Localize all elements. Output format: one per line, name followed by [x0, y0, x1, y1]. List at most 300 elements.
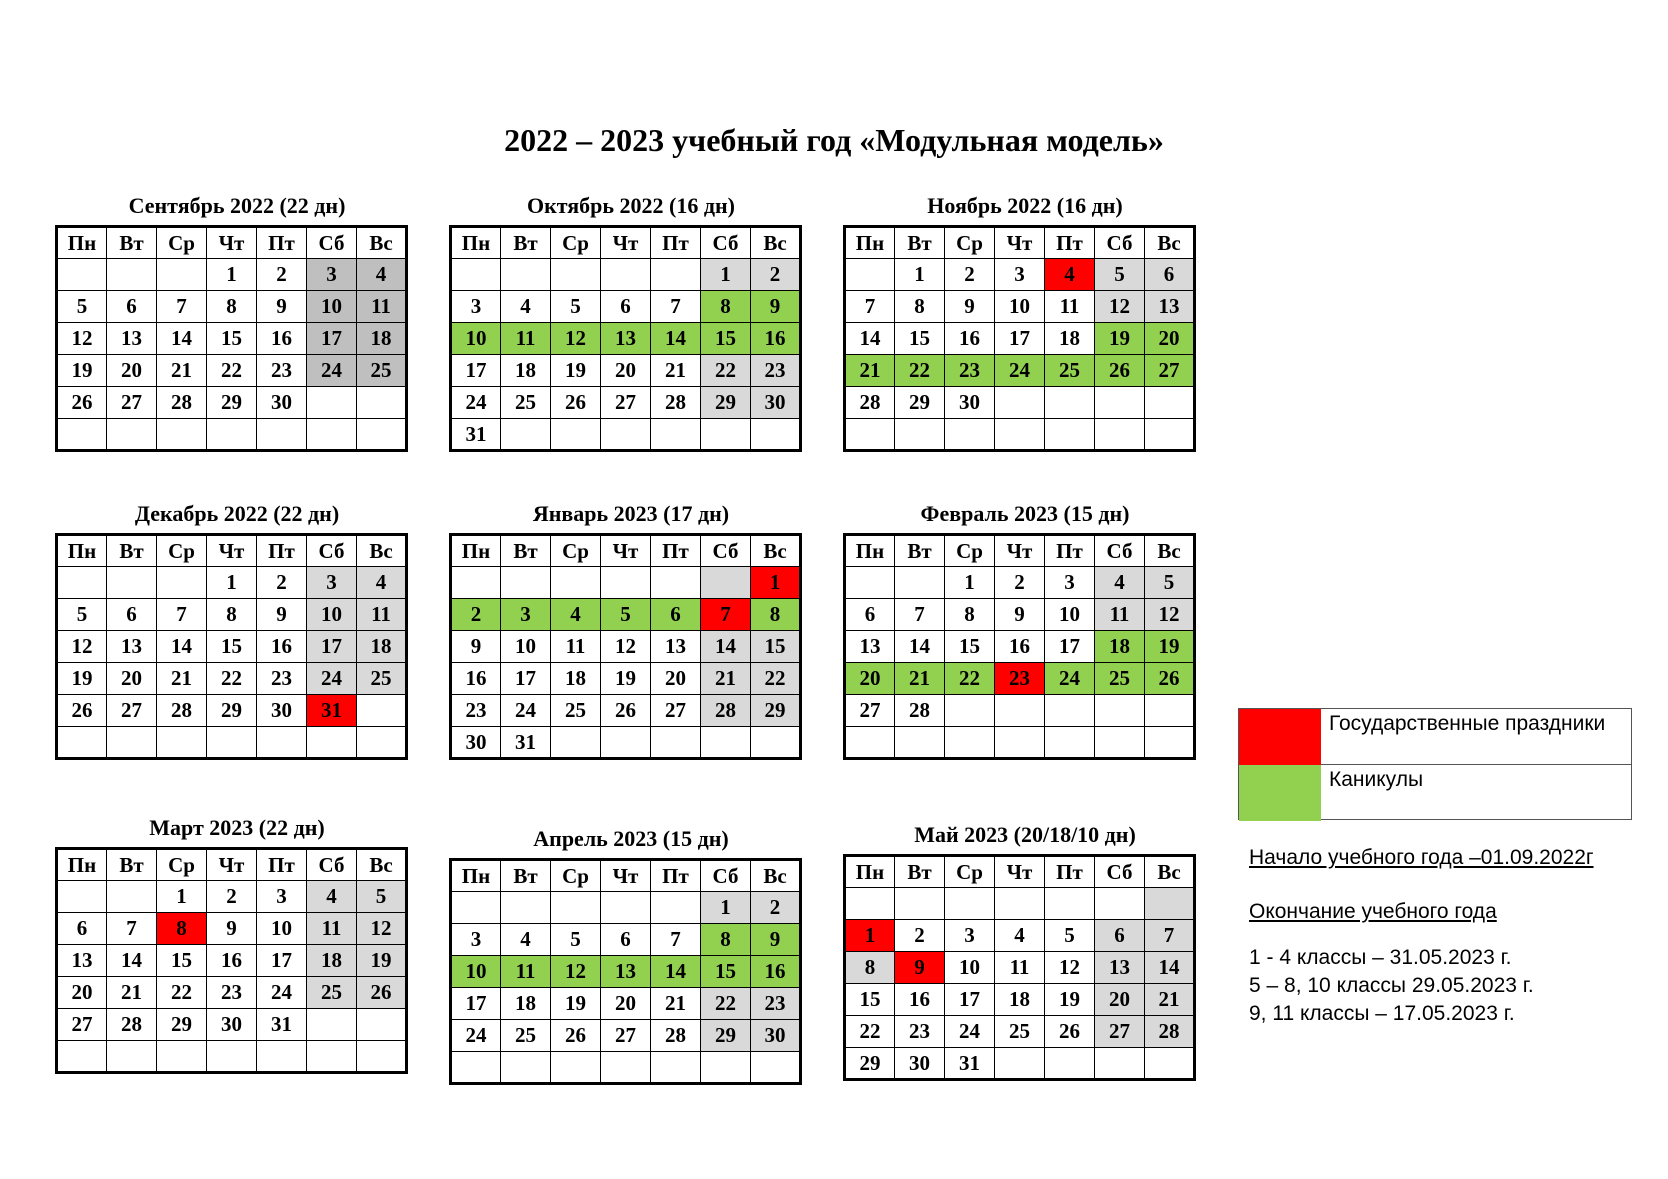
- day-cell: 16: [895, 984, 945, 1016]
- week-row: [451, 695, 801, 727]
- day-cell: [57, 881, 107, 913]
- weekday-header: Пн: [845, 856, 895, 888]
- weekday-header-row: [57, 849, 407, 881]
- day-cell: 10: [451, 956, 501, 988]
- day-cell: [1045, 387, 1095, 419]
- day-cell: [601, 567, 651, 599]
- day-cell: [845, 419, 895, 451]
- day-cell: [995, 727, 1045, 759]
- weekday-header: Вс: [357, 849, 407, 881]
- day-cell: 31: [945, 1048, 995, 1080]
- day-cell: 10: [501, 631, 551, 663]
- day-cell: 29: [701, 1020, 751, 1052]
- weekday-header-row: [845, 535, 1195, 567]
- day-cell: [1045, 888, 1095, 920]
- day-cell: 7: [845, 291, 895, 323]
- weekday-header: Вс: [751, 535, 801, 567]
- weekday-header: Вт: [107, 227, 157, 259]
- day-cell: 3: [945, 920, 995, 952]
- day-cell: 17: [451, 988, 501, 1020]
- week-row: [57, 631, 407, 663]
- weekday-header: Вс: [1145, 535, 1195, 567]
- day-cell: 14: [701, 631, 751, 663]
- day-cell: 9: [895, 952, 945, 984]
- weekday-header: Вт: [501, 860, 551, 892]
- day-cell: [1145, 888, 1195, 920]
- day-cell: [357, 387, 407, 419]
- day-cell: [207, 727, 257, 759]
- day-cell: 4: [1095, 567, 1145, 599]
- weekday-header: Сб: [307, 849, 357, 881]
- day-cell: 10: [945, 952, 995, 984]
- day-cell: [1095, 695, 1145, 727]
- day-cell: [501, 419, 551, 451]
- day-cell: 17: [1045, 631, 1095, 663]
- day-cell: 24: [995, 355, 1045, 387]
- day-cell: 20: [107, 355, 157, 387]
- day-cell: 19: [1145, 631, 1195, 663]
- weekday-header: Пт: [651, 227, 701, 259]
- day-cell: 1: [751, 567, 801, 599]
- day-cell: 31: [451, 419, 501, 451]
- month-table: [843, 854, 1196, 1081]
- day-cell: 22: [945, 663, 995, 695]
- day-cell: 6: [57, 913, 107, 945]
- day-cell: 17: [995, 323, 1045, 355]
- weekday-header: Ср: [157, 227, 207, 259]
- day-cell: 21: [157, 355, 207, 387]
- day-cell: 24: [451, 387, 501, 419]
- month-table: [55, 847, 408, 1074]
- day-cell: 19: [1045, 984, 1095, 1016]
- day-cell: 8: [845, 952, 895, 984]
- weekday-header: Пн: [57, 227, 107, 259]
- weekday-header: Пн: [451, 860, 501, 892]
- class-end-date: 1 - 4 классы – 31.05.2023 г.: [1249, 946, 1512, 969]
- day-cell: [357, 419, 407, 451]
- day-cell: 22: [701, 988, 751, 1020]
- weekday-header: Сб: [1095, 227, 1145, 259]
- day-cell: 19: [357, 945, 407, 977]
- day-cell: 22: [751, 663, 801, 695]
- week-row: [845, 663, 1195, 695]
- day-cell: 29: [157, 1009, 207, 1041]
- day-cell: [107, 1041, 157, 1073]
- day-cell: [107, 567, 157, 599]
- day-cell: 10: [451, 323, 501, 355]
- day-cell: 18: [995, 984, 1045, 1016]
- weekday-header: Пн: [845, 535, 895, 567]
- day-cell: [601, 259, 651, 291]
- week-row: [451, 323, 801, 355]
- day-cell: 18: [1095, 631, 1145, 663]
- legend-swatch-vacation: [1239, 765, 1321, 821]
- day-cell: [845, 888, 895, 920]
- week-row: [845, 291, 1195, 323]
- day-cell: 2: [451, 599, 501, 631]
- day-cell: 9: [207, 913, 257, 945]
- weekday-header-row: [57, 227, 407, 259]
- weekday-header: Ср: [945, 856, 995, 888]
- week-row: [845, 920, 1195, 952]
- day-cell: [1095, 419, 1145, 451]
- weekday-header: Пт: [1045, 856, 1095, 888]
- day-cell: [257, 1041, 307, 1073]
- day-cell: 20: [1095, 984, 1145, 1016]
- month-table: [843, 225, 1196, 452]
- day-cell: 13: [1095, 952, 1145, 984]
- day-cell: [1095, 387, 1145, 419]
- month-title: Сентябрь 2022 (22 дн): [128, 193, 346, 218]
- day-cell: 16: [995, 631, 1045, 663]
- weekday-header: Вт: [895, 227, 945, 259]
- day-cell: [895, 419, 945, 451]
- week-row: [451, 892, 801, 924]
- day-cell: 7: [651, 924, 701, 956]
- day-cell: 8: [701, 924, 751, 956]
- week-row: [57, 695, 407, 727]
- day-cell: 12: [57, 323, 107, 355]
- day-cell: 28: [845, 387, 895, 419]
- day-cell: 22: [895, 355, 945, 387]
- month-table: [55, 533, 408, 760]
- weekday-header: Вт: [501, 227, 551, 259]
- day-cell: [157, 1041, 207, 1073]
- day-cell: 20: [1145, 323, 1195, 355]
- day-cell: 11: [357, 291, 407, 323]
- weekday-header: Чт: [995, 227, 1045, 259]
- day-cell: 8: [207, 291, 257, 323]
- week-row: [451, 387, 801, 419]
- day-cell: 14: [1145, 952, 1195, 984]
- weekday-header: Пт: [1045, 227, 1095, 259]
- weekday-header: Чт: [995, 535, 1045, 567]
- day-cell: 29: [701, 387, 751, 419]
- day-cell: 23: [207, 977, 257, 1009]
- day-cell: [501, 567, 551, 599]
- day-cell: 2: [751, 259, 801, 291]
- week-row: [845, 355, 1195, 387]
- day-cell: 9: [257, 599, 307, 631]
- weekday-header: Ср: [551, 227, 601, 259]
- day-cell: 19: [57, 355, 107, 387]
- day-cell: 19: [551, 355, 601, 387]
- day-cell: 25: [357, 355, 407, 387]
- day-cell: [1045, 727, 1095, 759]
- day-cell: [1145, 387, 1195, 419]
- day-cell: [307, 419, 357, 451]
- day-cell: [357, 695, 407, 727]
- day-cell: 16: [751, 956, 801, 988]
- day-cell: 3: [257, 881, 307, 913]
- day-cell: [1045, 419, 1095, 451]
- day-cell: 19: [57, 663, 107, 695]
- week-row: [451, 924, 801, 956]
- weekday-header: Пн: [57, 849, 107, 881]
- week-row: [57, 387, 407, 419]
- day-cell: [845, 567, 895, 599]
- day-cell: 12: [1045, 952, 1095, 984]
- day-cell: 6: [601, 291, 651, 323]
- day-cell: 11: [357, 599, 407, 631]
- day-cell: [57, 727, 107, 759]
- day-cell: 22: [845, 1016, 895, 1048]
- month-table: [449, 225, 802, 452]
- day-cell: 14: [651, 956, 701, 988]
- weekday-header: Вт: [501, 535, 551, 567]
- week-row: [845, 984, 1195, 1016]
- week-row: [57, 291, 407, 323]
- day-cell: 16: [257, 631, 307, 663]
- day-cell: 30: [207, 1009, 257, 1041]
- day-cell: 24: [1045, 663, 1095, 695]
- day-cell: 11: [1045, 291, 1095, 323]
- day-cell: 21: [845, 355, 895, 387]
- day-cell: 9: [751, 924, 801, 956]
- day-cell: 18: [501, 355, 551, 387]
- day-cell: [501, 259, 551, 291]
- day-cell: 10: [257, 913, 307, 945]
- day-cell: 23: [995, 663, 1045, 695]
- day-cell: 2: [751, 892, 801, 924]
- weekday-header: Пт: [1045, 535, 1095, 567]
- day-cell: 3: [995, 259, 1045, 291]
- week-row: [57, 419, 407, 451]
- day-cell: 8: [895, 291, 945, 323]
- day-cell: 5: [1095, 259, 1145, 291]
- day-cell: 5: [551, 924, 601, 956]
- day-cell: 24: [501, 695, 551, 727]
- day-cell: 9: [751, 291, 801, 323]
- day-cell: 5: [601, 599, 651, 631]
- day-cell: [307, 727, 357, 759]
- weekday-header: Чт: [995, 856, 1045, 888]
- day-cell: [701, 1052, 751, 1084]
- weekday-header: Чт: [207, 227, 257, 259]
- day-cell: [257, 727, 307, 759]
- day-cell: [651, 892, 701, 924]
- day-cell: [157, 567, 207, 599]
- day-cell: 14: [895, 631, 945, 663]
- day-cell: [307, 1041, 357, 1073]
- day-cell: 26: [57, 387, 107, 419]
- day-cell: [451, 567, 501, 599]
- day-cell: 4: [357, 567, 407, 599]
- day-cell: 5: [1145, 567, 1195, 599]
- day-cell: 3: [451, 924, 501, 956]
- day-cell: 21: [107, 977, 157, 1009]
- school-year-end-heading: Окончание учебного года: [1249, 900, 1497, 923]
- day-cell: 3: [307, 259, 357, 291]
- week-row: [845, 567, 1195, 599]
- weekday-header-row: [451, 860, 801, 892]
- day-cell: 19: [1095, 323, 1145, 355]
- weekday-header: Ср: [157, 849, 207, 881]
- day-cell: [651, 419, 701, 451]
- day-cell: 1: [207, 259, 257, 291]
- day-cell: [57, 567, 107, 599]
- day-cell: 22: [207, 663, 257, 695]
- day-cell: 2: [207, 881, 257, 913]
- day-cell: 4: [1045, 259, 1095, 291]
- weekday-header: Чт: [601, 535, 651, 567]
- day-cell: [701, 567, 751, 599]
- class-end-dates: [1249, 944, 1534, 1028]
- day-cell: 30: [945, 387, 995, 419]
- week-row: [845, 419, 1195, 451]
- day-cell: 27: [1145, 355, 1195, 387]
- day-cell: [551, 892, 601, 924]
- day-cell: 31: [307, 695, 357, 727]
- day-cell: 11: [501, 323, 551, 355]
- day-cell: 16: [751, 323, 801, 355]
- weekday-header: Вс: [751, 227, 801, 259]
- day-cell: 10: [1045, 599, 1095, 631]
- day-cell: 3: [307, 567, 357, 599]
- day-cell: [1145, 727, 1195, 759]
- day-cell: 13: [601, 956, 651, 988]
- day-cell: 13: [1145, 291, 1195, 323]
- week-row: [57, 323, 407, 355]
- day-cell: 6: [601, 924, 651, 956]
- month-table: [55, 225, 408, 452]
- day-cell: [601, 419, 651, 451]
- day-cell: 23: [895, 1016, 945, 1048]
- month-title: Март 2023 (22 дн): [149, 815, 325, 840]
- weekday-header: Сб: [1095, 535, 1145, 567]
- day-cell: 12: [57, 631, 107, 663]
- day-cell: [751, 419, 801, 451]
- day-cell: 26: [1095, 355, 1145, 387]
- day-cell: 25: [307, 977, 357, 1009]
- day-cell: 10: [307, 599, 357, 631]
- week-row: [57, 567, 407, 599]
- weekday-header: Пн: [57, 535, 107, 567]
- weekday-header: Вс: [751, 860, 801, 892]
- day-cell: 14: [157, 631, 207, 663]
- weekday-header: Сб: [307, 535, 357, 567]
- day-cell: [1045, 695, 1095, 727]
- day-cell: 15: [945, 631, 995, 663]
- day-cell: [1145, 419, 1195, 451]
- day-cell: 2: [257, 567, 307, 599]
- weekday-header: Пт: [257, 227, 307, 259]
- weekday-header: Чт: [207, 849, 257, 881]
- month-title: Ноябрь 2022 (16 дн): [927, 193, 1123, 218]
- day-cell: 1: [701, 259, 751, 291]
- day-cell: [207, 419, 257, 451]
- weekday-header: Вт: [895, 856, 945, 888]
- day-cell: 5: [57, 599, 107, 631]
- day-cell: 30: [257, 695, 307, 727]
- month-table: [843, 533, 1196, 760]
- day-cell: 26: [1145, 663, 1195, 695]
- weekday-header-row: [451, 535, 801, 567]
- day-cell: 18: [357, 631, 407, 663]
- day-cell: [651, 1052, 701, 1084]
- weekday-header: Вт: [107, 849, 157, 881]
- class-end-date: 9, 11 классы – 17.05.2023 г.: [1249, 1002, 1515, 1025]
- day-cell: 17: [501, 663, 551, 695]
- day-cell: 18: [357, 323, 407, 355]
- day-cell: 7: [651, 291, 701, 323]
- day-cell: 10: [307, 291, 357, 323]
- day-cell: 29: [751, 695, 801, 727]
- weekday-header: Пт: [257, 849, 307, 881]
- day-cell: 4: [501, 924, 551, 956]
- day-cell: 11: [307, 913, 357, 945]
- day-cell: 18: [501, 988, 551, 1020]
- weekday-header: Пн: [451, 535, 501, 567]
- day-cell: 17: [307, 631, 357, 663]
- day-cell: 20: [57, 977, 107, 1009]
- day-cell: [701, 727, 751, 759]
- weekday-header: Сб: [701, 860, 751, 892]
- day-cell: 11: [551, 631, 601, 663]
- day-cell: 26: [551, 387, 601, 419]
- day-cell: 22: [701, 355, 751, 387]
- day-cell: 26: [57, 695, 107, 727]
- day-cell: 29: [207, 695, 257, 727]
- day-cell: 16: [207, 945, 257, 977]
- week-row: [845, 323, 1195, 355]
- weekday-header-row: [845, 856, 1195, 888]
- day-cell: 2: [995, 567, 1045, 599]
- week-row: [451, 1020, 801, 1052]
- day-cell: [357, 1041, 407, 1073]
- day-cell: 7: [701, 599, 751, 631]
- day-cell: 20: [107, 663, 157, 695]
- weekday-header: Сб: [701, 535, 751, 567]
- day-cell: 5: [1045, 920, 1095, 952]
- week-row: [451, 631, 801, 663]
- weekday-header: Ср: [551, 860, 601, 892]
- day-cell: 24: [451, 1020, 501, 1052]
- weekday-header: Чт: [601, 860, 651, 892]
- day-cell: 13: [57, 945, 107, 977]
- day-cell: [601, 727, 651, 759]
- day-cell: 12: [357, 913, 407, 945]
- day-cell: 1: [701, 892, 751, 924]
- week-row: [57, 599, 407, 631]
- day-cell: 12: [551, 323, 601, 355]
- day-cell: [451, 1052, 501, 1084]
- weekday-header: Чт: [601, 227, 651, 259]
- day-cell: [945, 888, 995, 920]
- day-cell: 27: [845, 695, 895, 727]
- weekday-header: Сб: [701, 227, 751, 259]
- day-cell: [601, 1052, 651, 1084]
- weekday-header-row: [451, 227, 801, 259]
- day-cell: 21: [651, 355, 701, 387]
- day-cell: 6: [107, 291, 157, 323]
- week-row: [845, 387, 1195, 419]
- day-cell: 25: [995, 1016, 1045, 1048]
- day-cell: 13: [601, 323, 651, 355]
- day-cell: [1095, 1048, 1145, 1080]
- day-cell: 27: [107, 695, 157, 727]
- day-cell: 15: [207, 323, 257, 355]
- day-cell: 25: [551, 695, 601, 727]
- week-row: [451, 663, 801, 695]
- day-cell: [651, 259, 701, 291]
- week-row: [845, 631, 1195, 663]
- day-cell: 29: [845, 1048, 895, 1080]
- day-cell: 15: [701, 323, 751, 355]
- day-cell: 14: [157, 323, 207, 355]
- weekday-header: Вс: [357, 535, 407, 567]
- day-cell: 21: [701, 663, 751, 695]
